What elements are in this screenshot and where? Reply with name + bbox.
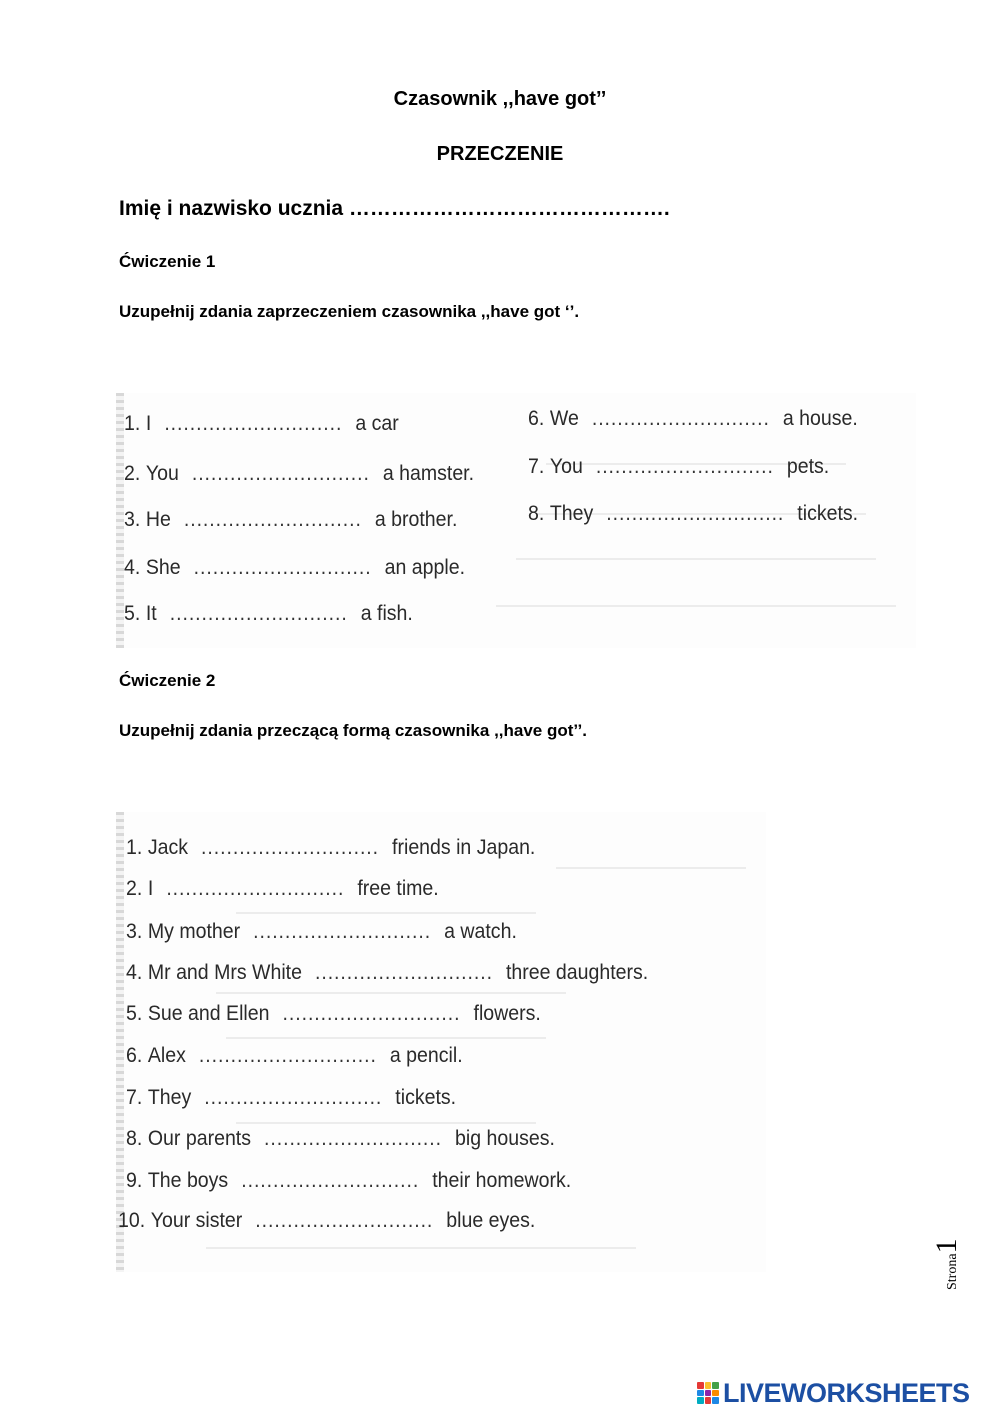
exercise2-item [126, 877, 439, 901]
item-number: 2. [124, 462, 141, 485]
brand-name: LIVEWORKSHEETS [723, 1377, 970, 1408]
answer-blank[interactable]: ............................ [198, 1044, 377, 1067]
exercise1-item [528, 407, 858, 431]
answer-blank[interactable]: ............................ [282, 1002, 461, 1025]
item-number: 10. [118, 1209, 146, 1232]
answer-blank[interactable]: ............................ [193, 556, 372, 579]
item-object: blue eyes. [446, 1209, 536, 1232]
item-object: friends in Japan. [392, 836, 536, 859]
item-object: a hamster. [382, 462, 475, 485]
item-subject: Mr and Mrs White [147, 961, 302, 984]
answer-blank[interactable]: ............................ [255, 1209, 434, 1232]
item-object: a fish. [360, 602, 413, 625]
exercise1-item [124, 508, 457, 532]
item-number: 9. [126, 1169, 143, 1192]
page-number: 1 [930, 1238, 963, 1254]
exercise1-instruction: Uzupełnij zdania zaprzeczeniem czasownika ,,have got ‘’. [119, 302, 580, 321]
exercise2-item [126, 961, 648, 985]
item-object: a house. [782, 407, 858, 430]
item-object: three daughters. [505, 961, 649, 984]
item-subject: Alex [147, 1044, 186, 1067]
item-number: 3. [124, 508, 141, 531]
item-number: 5. [124, 602, 141, 625]
item-object: their homework. [432, 1169, 572, 1192]
exercise2-item [126, 1044, 463, 1068]
item-number: 8. [528, 502, 545, 525]
item-subject: You [549, 455, 583, 478]
page-number-stamp [930, 1215, 970, 1290]
item-subject: Your sister [150, 1209, 243, 1232]
item-number: 4. [126, 961, 143, 984]
exercise2-heading: Ćwiczenie 2 [119, 671, 216, 690]
worksheet-title: Czasownik ,,have got’’ [393, 88, 607, 110]
item-number: 7. [126, 1086, 143, 1109]
item-object: tickets. [797, 502, 859, 525]
exercise1-item [528, 502, 858, 526]
item-object: pets. [786, 455, 830, 478]
answer-blank[interactable]: ............................ [169, 602, 348, 625]
scan-edge [116, 393, 124, 648]
answer-blank[interactable]: ............................ [201, 836, 380, 859]
item-subject: I [145, 412, 152, 435]
item-number: 7. [528, 455, 545, 478]
item-object: a brother. [374, 508, 458, 531]
exercise1-heading: Ćwiczenie 1 [119, 252, 216, 271]
item-object: a pencil. [389, 1044, 463, 1067]
page-word: Strona [945, 1253, 960, 1290]
exercise2-instruction: Uzupełnij zdania przeczącą formą czasownika ,,have got’’. [119, 721, 587, 740]
answer-blank[interactable]: ............................ [164, 412, 343, 435]
student-name-label: Imię i nazwisko ucznia ………………………………………. [119, 197, 670, 220]
item-subject: My mother [147, 920, 241, 943]
item-subject: I [147, 877, 154, 900]
item-object: flowers. [473, 1002, 541, 1025]
exercise1-item [528, 455, 829, 479]
item-number: 2. [126, 877, 143, 900]
exercise2-item [126, 1002, 541, 1026]
answer-blank[interactable]: ............................ [253, 920, 432, 943]
exercise2-item [126, 1169, 571, 1193]
item-number: 4. [124, 556, 141, 579]
item-object: an apple. [384, 556, 466, 579]
item-subject: She [145, 556, 181, 579]
item-object: tickets. [395, 1086, 457, 1109]
liveworksheets-brand [697, 1378, 970, 1408]
item-object: a watch. [444, 920, 517, 943]
item-subject: He [145, 508, 171, 531]
exercise1-item [124, 462, 474, 486]
exercise2-item [126, 1086, 456, 1110]
exercise2-item [126, 836, 535, 860]
answer-blank[interactable]: ............................ [591, 407, 770, 430]
exercise1-item [124, 412, 399, 436]
answer-blank[interactable]: ............................ [595, 455, 774, 478]
answer-blank[interactable]: ............................ [314, 961, 493, 984]
exercise2-item [126, 920, 517, 944]
item-object: big houses. [455, 1127, 555, 1150]
item-subject: They [549, 502, 594, 525]
item-number: 3. [126, 920, 143, 943]
answer-blank[interactable]: ............................ [264, 1127, 442, 1150]
answer-blank[interactable]: ............................ [204, 1086, 383, 1109]
item-number: 6. [528, 407, 545, 430]
item-subject: Sue and Ellen [147, 1002, 270, 1025]
answer-blank[interactable]: ............................ [606, 502, 785, 525]
item-number: 8. [126, 1127, 143, 1150]
item-number: 6. [126, 1044, 143, 1067]
item-subject: They [147, 1086, 192, 1109]
item-number: 5. [126, 1002, 143, 1025]
item-subject: The boys [147, 1169, 229, 1192]
answer-blank[interactable]: ............................ [241, 1169, 420, 1192]
item-subject: Our parents [147, 1127, 251, 1150]
liveworksheets-logo-icon [697, 1382, 719, 1404]
item-subject: Jack [147, 836, 189, 859]
answer-blank[interactable]: ............................ [183, 508, 362, 531]
answer-blank[interactable]: ............................ [191, 462, 370, 485]
scan-edge [116, 812, 124, 1272]
item-subject: It [145, 602, 157, 625]
item-number: 1. [124, 412, 141, 435]
worksheet-subtitle: PRZECZENIE [436, 143, 564, 165]
exercise1-item [124, 602, 413, 626]
item-subject: You [145, 462, 179, 485]
answer-blank[interactable]: ............................ [166, 877, 345, 900]
item-subject: We [549, 407, 579, 430]
item-object: a car [355, 412, 399, 435]
exercise2-item [118, 1209, 535, 1233]
exercise2-item [126, 1127, 555, 1151]
exercise1-item [124, 556, 465, 580]
item-number: 1. [126, 836, 143, 859]
item-object: free time. [357, 877, 439, 900]
